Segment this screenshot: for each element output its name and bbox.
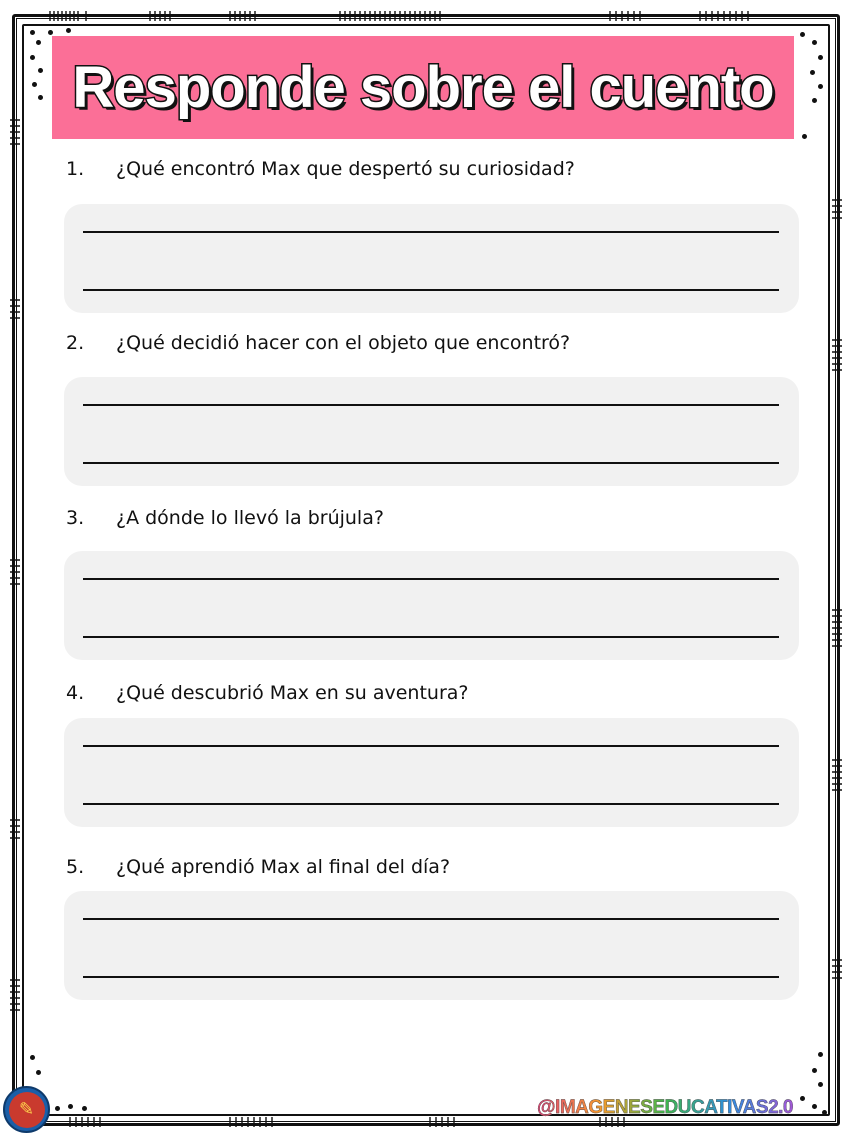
question-4 [66,682,468,704]
answer-line[interactable] [83,976,779,978]
answer-line[interactable] [83,636,779,638]
question-text: ¿Qué encontró Max que despertó su curiosidad? [116,158,575,180]
answer-line[interactable] [83,231,779,233]
author-logo [3,1086,50,1133]
question-number: 4. [66,682,85,704]
answer-box-1[interactable] [64,204,799,313]
question-number: 3. [66,507,85,529]
question-number: 2. [66,332,85,354]
answer-line[interactable] [83,462,779,464]
question-3 [66,507,384,529]
question-text: ¿Qué aprendió Max al final del día? [116,856,451,878]
question-text: ¿Qué decidió hacer con el objeto que encontró? [116,332,571,354]
question-text: ¿A dónde lo llevó la brújula? [116,507,384,529]
question-text: ¿Qué descubrió Max en su aventura? [116,682,469,704]
question-1 [66,158,575,180]
watermark-handle: @IMAGENESEDUCATIVAS2.0 [537,1097,793,1118]
question-number: 1. [66,158,85,180]
answer-line[interactable] [83,289,779,291]
answer-box-2[interactable] [64,377,799,486]
question-5 [66,856,450,878]
pencil-icon: ✎ [9,1092,45,1128]
answer-line[interactable] [83,745,779,747]
answer-line[interactable] [83,578,779,580]
answer-line[interactable] [83,803,779,805]
title-banner [52,36,794,139]
question-2 [66,332,570,354]
answer-line[interactable] [83,918,779,920]
question-number: 5. [66,856,85,878]
answer-box-3[interactable] [64,551,799,660]
answer-line[interactable] [83,404,779,406]
page-title: Responde sobre el cuento [72,55,774,120]
answer-box-4[interactable] [64,718,799,827]
answer-box-5[interactable] [64,891,799,1000]
